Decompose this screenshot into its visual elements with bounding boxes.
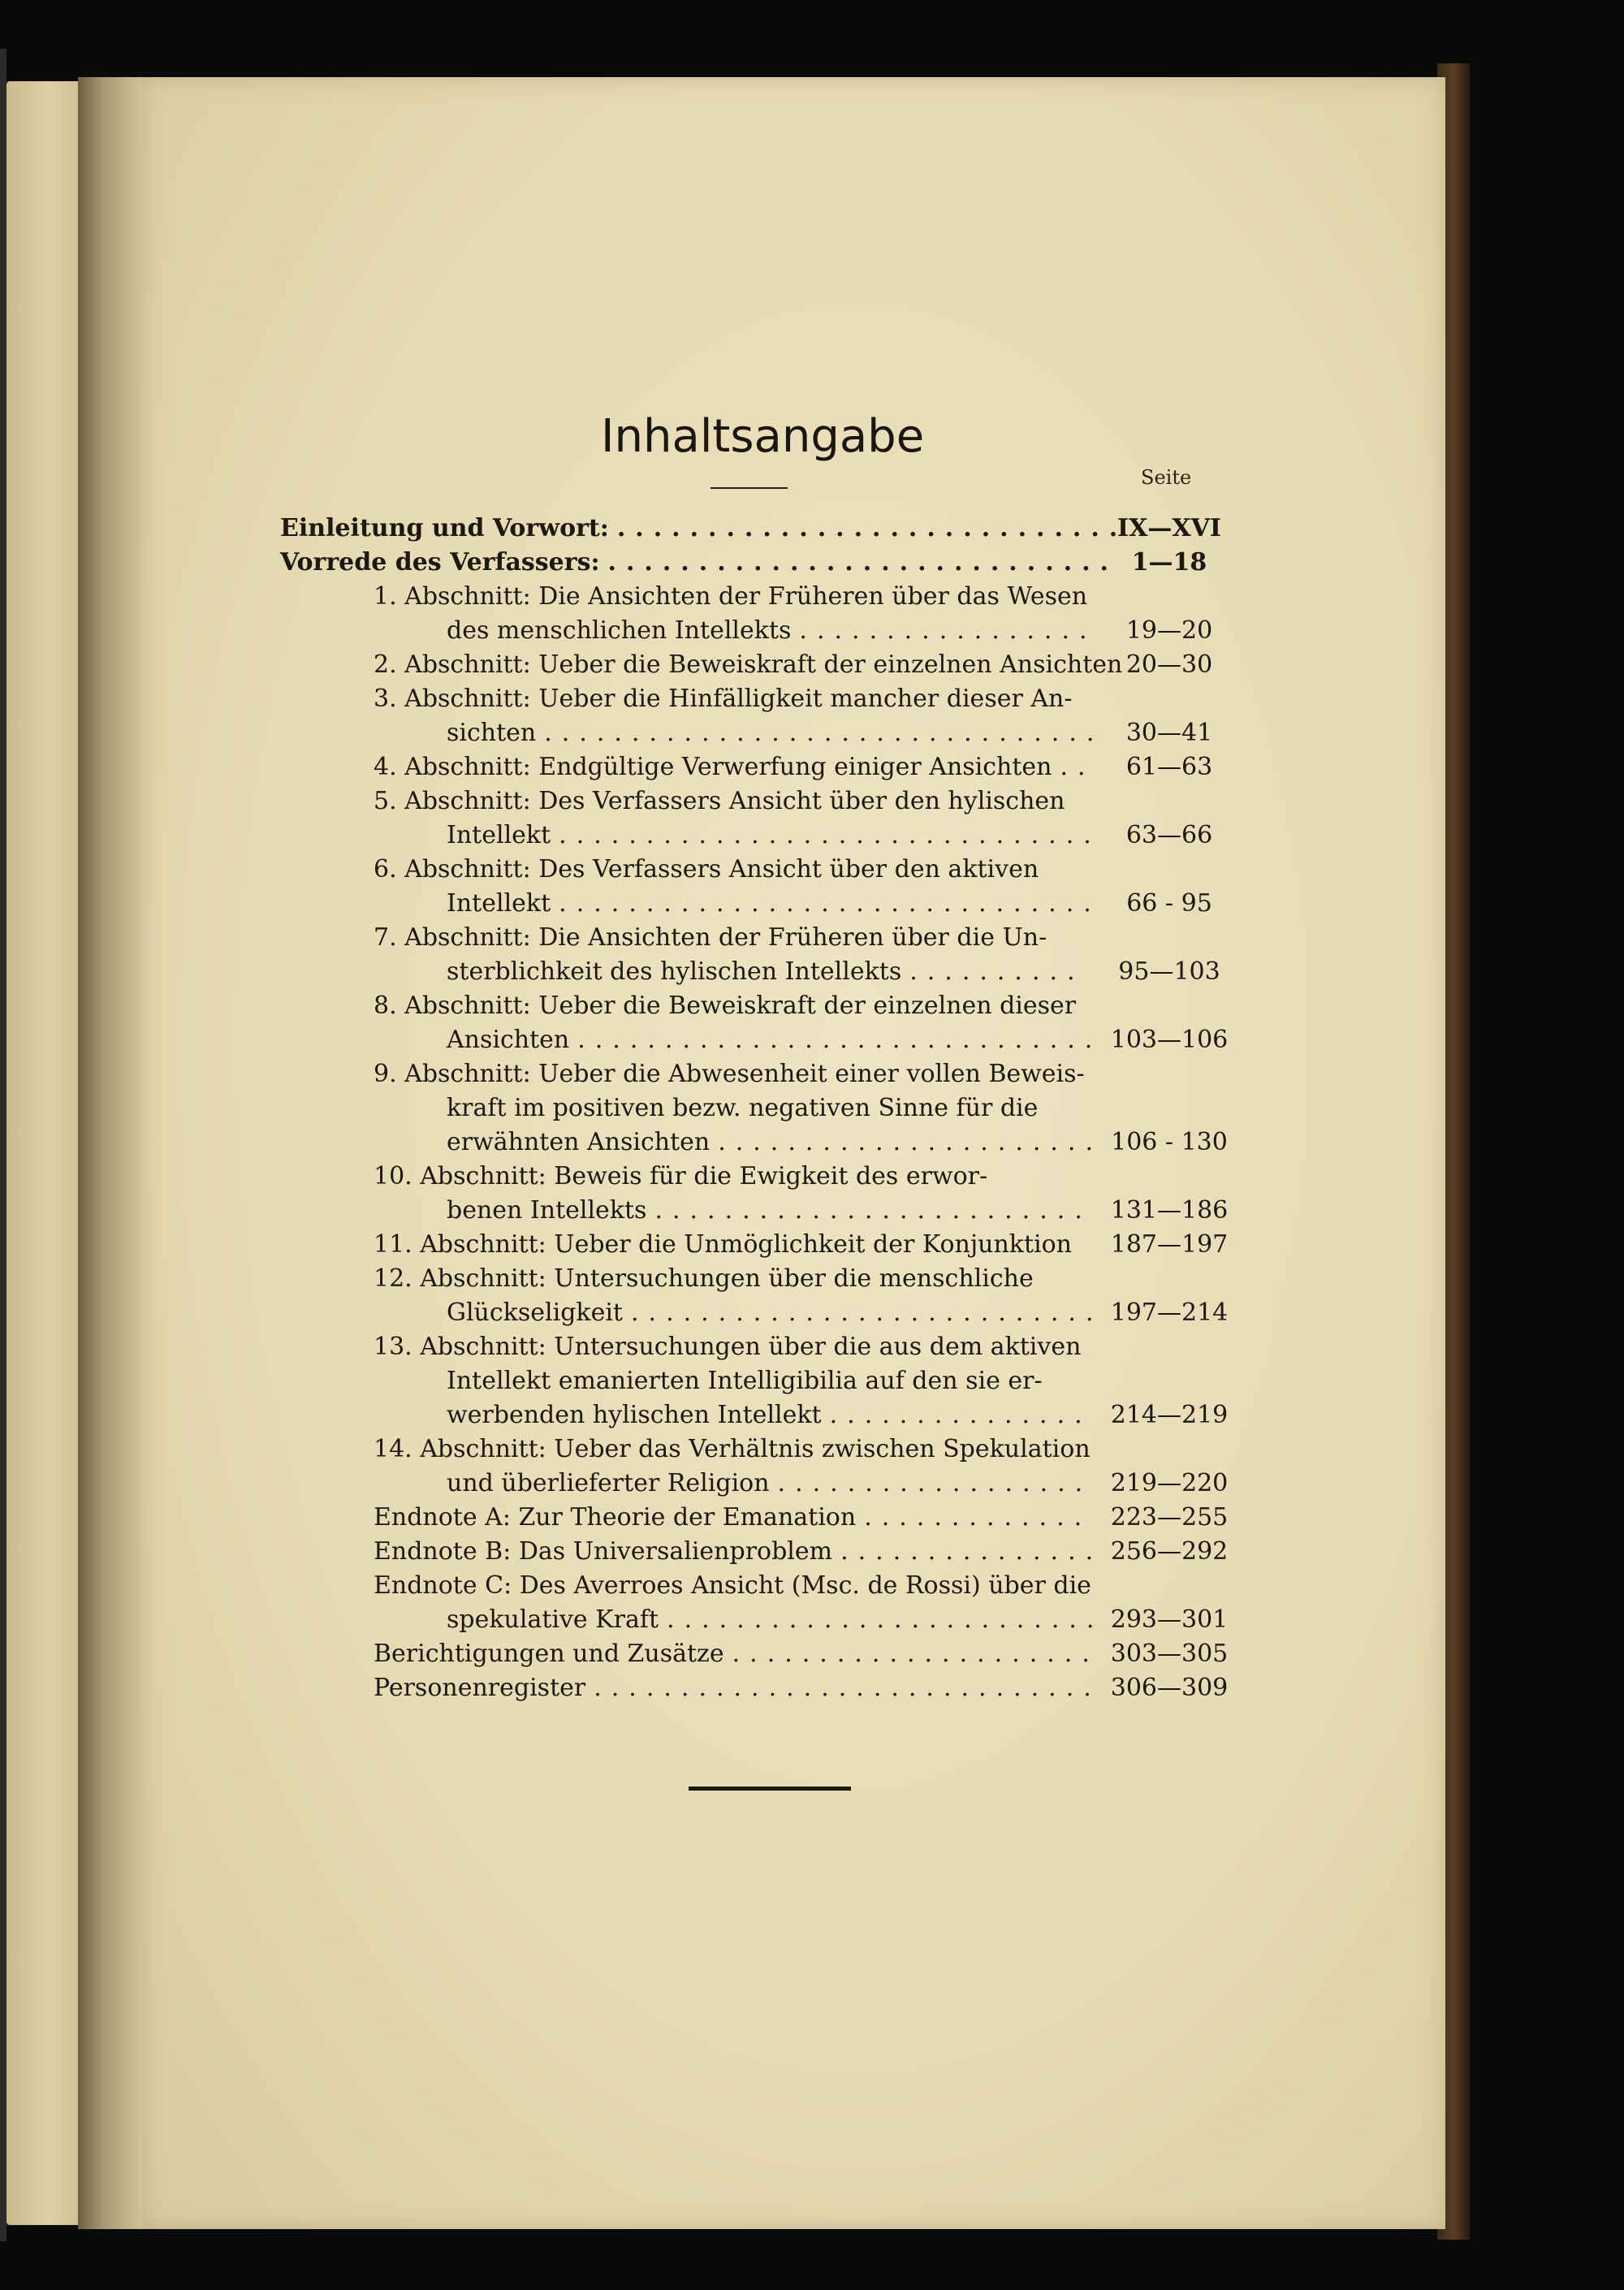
toc-page-number: 19—20 — [1125, 616, 1213, 645]
toc-page-number: 1—18 — [1131, 548, 1207, 577]
toc-entry-text: des menschlichen Intellekts — [447, 616, 792, 645]
leader-dots: ............... — [829, 1401, 1092, 1429]
toc-entry — [280, 1432, 1238, 1501]
leader-dots: ............. — [864, 1503, 1092, 1532]
toc-entry — [280, 750, 1238, 784]
toc-entry — [280, 989, 1238, 1057]
page-title: Inhaltsangabe — [601, 410, 925, 463]
toc-entry — [280, 1160, 1238, 1228]
toc-entry-text: 5. Abschnitt: Des Verfassers Ansicht über den hylischen — [374, 787, 1065, 815]
toc-entry-text: 4. Abschnitt: Endgültige Verwerfung einiger Ansichten — [374, 753, 1052, 781]
toc-entry-text: sterblichkeit des hylischen Intellekts — [447, 957, 902, 986]
toc-page-number: 197—214 — [1110, 1298, 1229, 1327]
toc-entry-text: benen Intellekts — [447, 1196, 647, 1225]
toc-page-number: 63—66 — [1125, 821, 1213, 849]
toc-entry-text: kraft im positiven bezw. negativen Sinne für die — [447, 1094, 1039, 1122]
toc-page-number: 30—41 — [1125, 719, 1213, 747]
toc-entry — [280, 1569, 1238, 1637]
toc-page-number: 187—197 — [1110, 1230, 1229, 1259]
toc-entry — [280, 921, 1238, 989]
leader-dots: .......... — [909, 957, 1085, 986]
toc-entry-text: 6. Abschnitt: Des Verfassers Ansicht über den aktiven — [374, 855, 1039, 884]
leader-dots: ............... — [840, 1537, 1104, 1566]
toc-page-number: 306—309 — [1110, 1674, 1229, 1702]
leader-dots: ............................ — [607, 548, 1118, 577]
toc-page-number: IX—XVI — [1117, 514, 1221, 542]
page-column-label: Seite — [1141, 466, 1192, 489]
toc-entry-text: Endnote B: Das Universalienproblem — [374, 1537, 833, 1566]
toc-page-number: 106 - 130 — [1111, 1128, 1228, 1156]
toc-entry — [280, 546, 1238, 580]
toc-entry — [280, 682, 1238, 750]
leader-dots: ...................... — [718, 1128, 1103, 1156]
toc-entry-text: Intellekt — [447, 889, 551, 918]
leader-dots: ......................... — [654, 1196, 1092, 1225]
leader-dots: ..................... — [732, 1640, 1099, 1668]
leader-dots: ............................... — [559, 889, 1101, 918]
toc-page-number: 293—301 — [1110, 1605, 1229, 1634]
toc-entry-text: 7. Abschnitt: Die Ansichten der Früheren über die Un- — [374, 923, 1047, 952]
table-of-contents — [280, 512, 1238, 1705]
leader-dots: ............................. — [594, 1674, 1101, 1702]
leader-dots: ......................... — [667, 1605, 1104, 1634]
toc-entry-text: erwähnten Ansichten — [447, 1128, 710, 1156]
toc-entry — [280, 1637, 1238, 1671]
toc-entry-text: 9. Abschnitt: Ueber die Abwesenheit einer vollen Beweis- — [374, 1060, 1085, 1088]
toc-page-number: 256—292 — [1110, 1537, 1229, 1566]
toc-entry-text: 13. Abschnitt: Untersuchungen über die aus dem aktiven — [374, 1333, 1082, 1361]
toc-entry — [280, 784, 1238, 853]
toc-page-number: 95—103 — [1118, 957, 1220, 986]
toc-page-number: 219—220 — [1110, 1469, 1229, 1497]
title-divider — [710, 487, 788, 489]
leader-dots: ............................ — [616, 514, 1128, 542]
toc-entry — [280, 512, 1238, 546]
toc-entry-text: 1. Abschnitt: Die Ansichten der Früheren über das Wesen — [374, 582, 1088, 611]
toc-entry — [280, 1501, 1238, 1535]
toc-entry — [280, 1228, 1238, 1262]
leader-dots: .................. — [777, 1469, 1093, 1497]
toc-entry-text: Glückseligkeit — [447, 1298, 623, 1327]
toc-entry-text: Endnote C: Des Averroes Ansicht (Msc. de Rossi) über die — [374, 1571, 1091, 1600]
toc-entry — [280, 1330, 1238, 1432]
toc-page-number: 66 - 95 — [1126, 889, 1212, 918]
toc-entry-text: und überlieferter Religion — [447, 1469, 770, 1497]
toc-page-number: 103—106 — [1110, 1026, 1229, 1054]
toc-page-number: 214—219 — [1110, 1401, 1229, 1429]
toc-entry-text: Berichtigungen und Zusätze — [374, 1640, 724, 1668]
toc-entry-text: 8. Abschnitt: Ueber die Beweiskraft der einzelnen dieser — [374, 992, 1077, 1020]
toc-entry-text: 3. Abschnitt: Ueber die Hinfälligkeit mancher dieser An- — [374, 685, 1073, 713]
toc-entry-text: Vorrede des Verfassers: — [280, 548, 600, 577]
toc-page-number: 131—186 — [1110, 1196, 1229, 1225]
toc-entry-text: Ansichten — [447, 1026, 570, 1054]
toc-page-number: 20—30 — [1125, 650, 1213, 679]
toc-entry-text: 2. Abschnitt: Ueber die Beweiskraft der einzelnen Ansichten — [374, 650, 1123, 679]
leader-dots: ................. — [799, 616, 1097, 645]
leader-dots: ........................... — [631, 1298, 1104, 1327]
leader-dots: .. — [1060, 753, 1095, 781]
toc-entry-text: Intellekt emanierten Intelligibilia auf den sie er- — [447, 1367, 1043, 1395]
left-page-edge — [6, 81, 78, 2225]
toc-page-number: 61—63 — [1125, 753, 1213, 781]
toc-entry-text: spekulative Kraft — [447, 1605, 659, 1634]
toc-entry — [280, 648, 1238, 682]
toc-page-number: 223—255 — [1110, 1503, 1229, 1532]
toc-page-number: 303—305 — [1110, 1640, 1229, 1668]
toc-entry-text: sichten — [447, 719, 537, 747]
page-gutter — [78, 77, 151, 2229]
closing-rule — [689, 1787, 851, 1791]
toc-entry-text: Einleitung und Vorwort: — [280, 514, 609, 542]
toc-entry — [280, 1057, 1238, 1160]
toc-entry — [280, 853, 1238, 921]
toc-entry-text: 11. Abschnitt: Ueber die Unmöglichkeit der Konjunktion — [374, 1230, 1072, 1259]
toc-entry — [280, 1262, 1238, 1330]
toc-entry-text: 12. Abschnitt: Untersuchungen über die menschliche — [374, 1264, 1034, 1293]
book-spine-edge — [0, 49, 6, 2241]
toc-entry — [280, 1671, 1238, 1705]
leader-dots: .............................. — [577, 1026, 1103, 1054]
leader-dots: ............................... — [559, 821, 1101, 849]
toc-entry-text: Personenregister — [374, 1674, 586, 1702]
toc-entry — [280, 580, 1238, 648]
toc-entry-text: 14. Abschnitt: Ueber das Verhältnis zwischen Spekulation — [374, 1435, 1091, 1463]
toc-entry-text: 10. Abschnitt: Beweis für die Ewigkeit des erwor- — [374, 1162, 988, 1190]
leader-dots: ................................ — [544, 719, 1104, 747]
toc-entry-text: Endnote A: Zur Theorie der Emanation — [374, 1503, 857, 1532]
toc-entry-text: werbenden hylischen Intellekt — [447, 1401, 822, 1429]
toc-entry — [280, 1535, 1238, 1569]
toc-entry-text: Intellekt — [447, 821, 551, 849]
